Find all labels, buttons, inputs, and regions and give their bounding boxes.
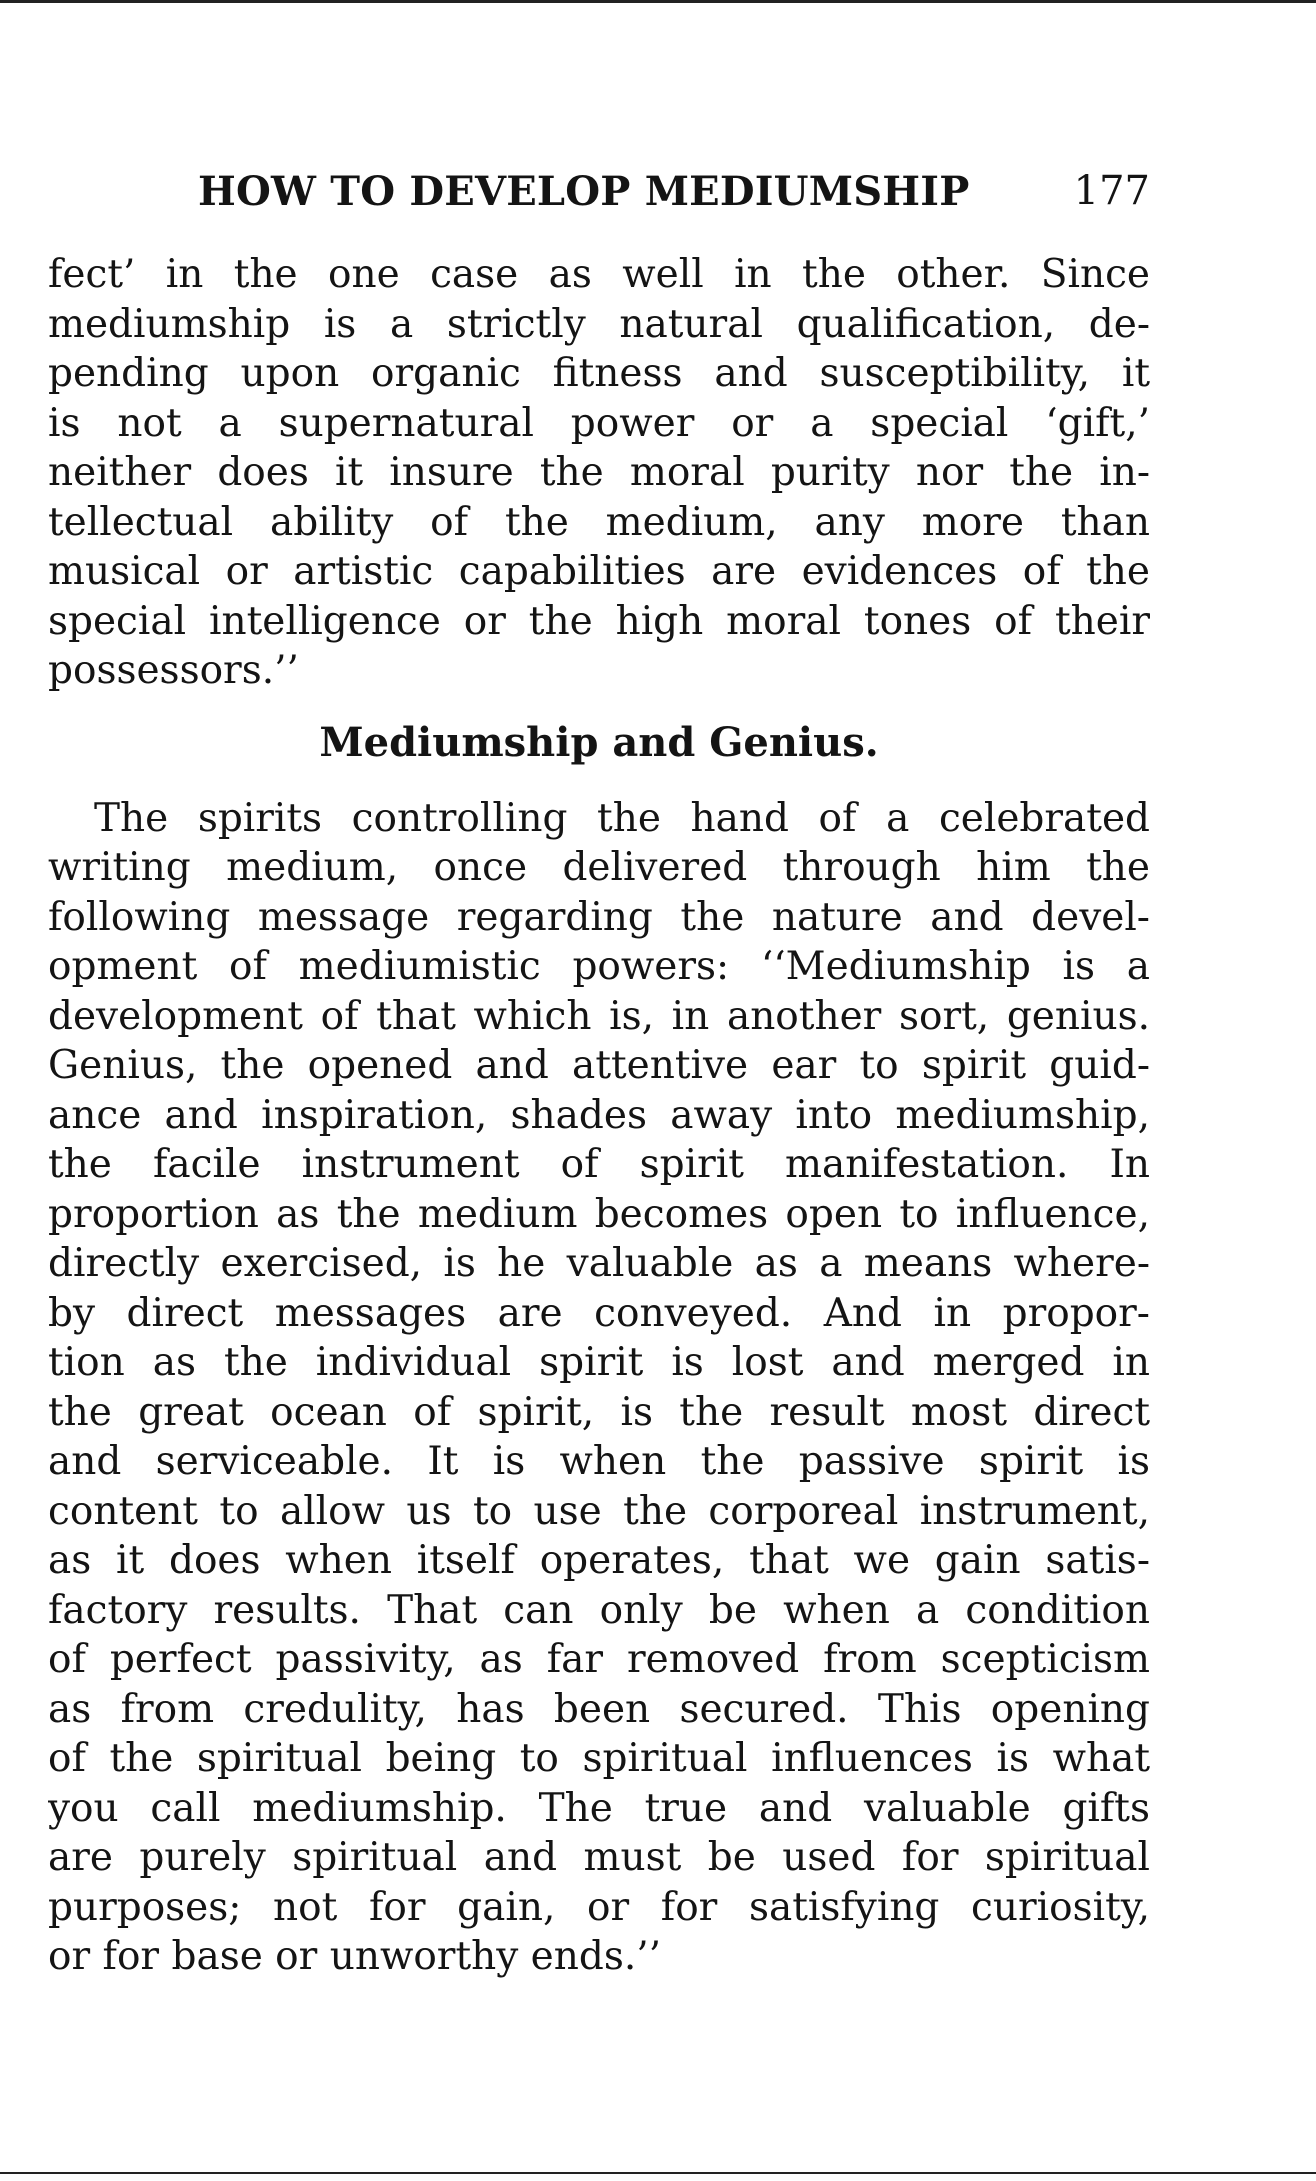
text-line: proportion as the medium becomes open to influence,	[48, 1191, 1150, 1237]
text-line: as it does when itself operates, that we gain satis-	[48, 1538, 1150, 1583]
text-line: ance and inspiration, shades away into mediumship,	[48, 1092, 1150, 1138]
top-rule	[0, 0, 1316, 3]
text-line: the great ocean of spirit, is the result most direct	[48, 1389, 1150, 1435]
text-line: of the spiritual being to spiritual influences is what	[48, 1736, 1150, 1781]
page-header	[48, 168, 1150, 228]
body-text	[48, 250, 1150, 1982]
text-line: factory results. That can only be when a condition	[48, 1587, 1150, 1633]
text-line: you call mediumship. The true and valuable gifts	[48, 1785, 1150, 1831]
text-line: are purely spiritual and must be used for spiritual	[48, 1835, 1150, 1880]
text-line: by direct messages are conveyed. And in propor-	[48, 1290, 1150, 1336]
bottom-rule	[0, 2172, 1316, 2174]
text-line: directly exercised, is he valuable as a means where-	[48, 1241, 1150, 1286]
running-head: HOW TO DEVELOP MEDIUMSHIP	[198, 168, 970, 215]
text-line: mediumship is a strictly natural qualification, de-	[48, 301, 1150, 347]
page-number: 177	[1073, 168, 1150, 214]
paragraph-2	[48, 794, 1150, 1982]
text-line: and serviceable. It is when the passive spirit is	[48, 1439, 1150, 1484]
text-line: as from credulity, has been secured. This opening	[48, 1686, 1150, 1732]
text-line: purposes; not for gain, or for satisfying curiosity,	[48, 1884, 1150, 1930]
text-line: following message regarding the nature and devel-	[48, 894, 1150, 940]
text-line: of perfect passivity, as far removed from scepticism	[48, 1637, 1150, 1682]
text-line: The spirits controlling the hand of a celebrated	[94, 795, 1150, 841]
text-line: opment of mediumistic powers: ‘‘Mediumship is a	[48, 944, 1150, 989]
paragraph-1	[48, 250, 1150, 696]
text-line: special intelligence or the high moral tones of their	[48, 598, 1150, 644]
text-line: or for base or unworthy ends.’’	[48, 1934, 662, 1979]
text-line: Genius, the opened and attentive ear to spirit guid-	[48, 1043, 1150, 1088]
text-line: writing medium, once delivered through him the	[48, 845, 1150, 890]
text-line: is not a supernatural power or a special ‘gift,’	[48, 400, 1150, 446]
text-line: possessors.’’	[48, 648, 299, 693]
text-line: musical or artistic capabilities are evidences of the	[48, 549, 1150, 594]
text-line: development of that which is, in another sort, genius.	[48, 993, 1150, 1039]
section-heading: Mediumship and Genius.	[319, 718, 879, 766]
text-line: the facile instrument of spirit manifestation. In	[48, 1142, 1150, 1187]
text-line: tion as the individual spirit is lost and merged in	[48, 1340, 1150, 1385]
text-line: content to allow us to use the corporeal instrument,	[48, 1488, 1150, 1534]
text-line: neither does it insure the moral purity nor the in-	[48, 450, 1150, 495]
text-line: fect’ in the one case as well in the other. Since	[48, 252, 1150, 297]
text-line: pending upon organic fitness and susceptibility, it	[48, 351, 1150, 396]
text-line: tellectual ability of the medium, any more than	[48, 499, 1150, 545]
